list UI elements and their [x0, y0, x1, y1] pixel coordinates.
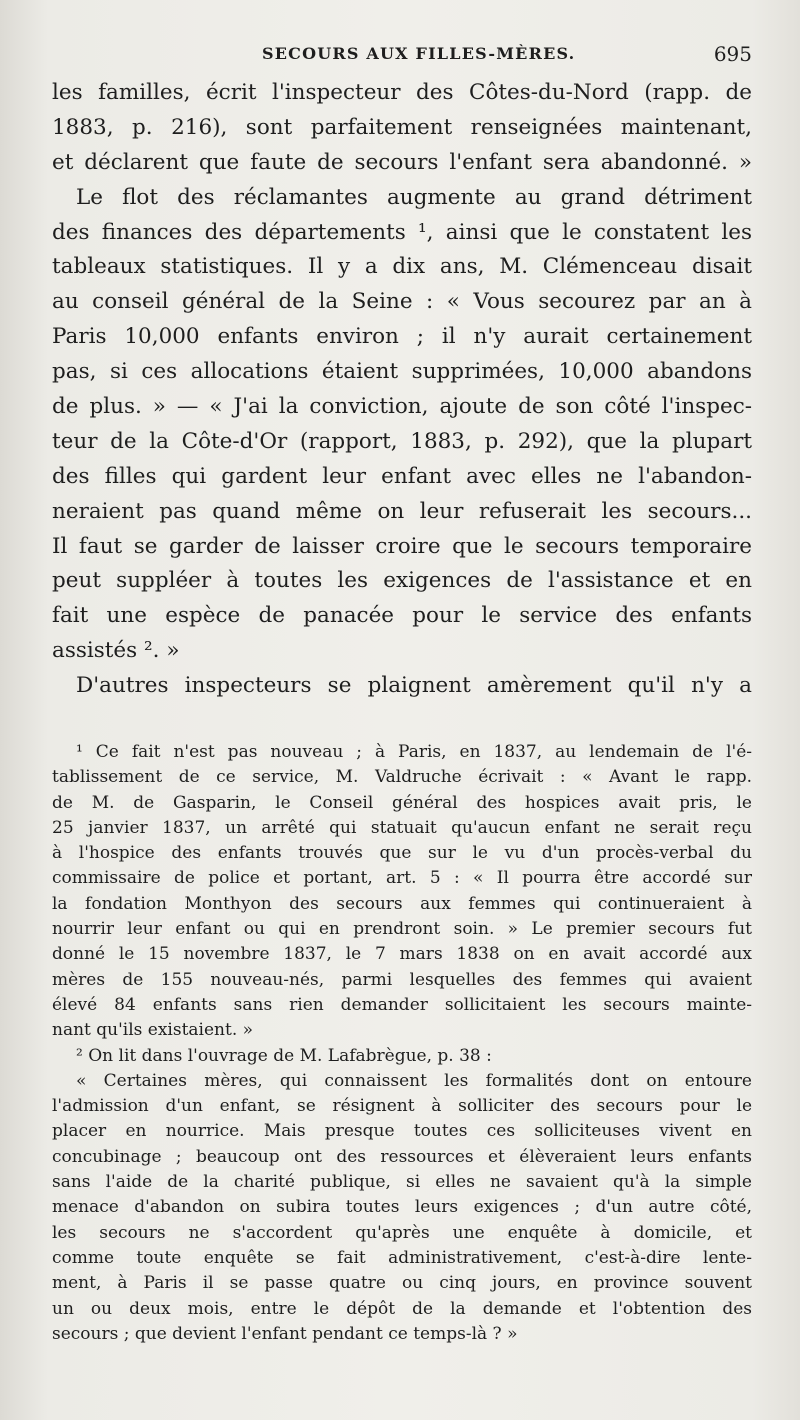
text-line: neraient pas quand même on leur refuserait les secours... [52, 498, 752, 524]
text-line: fait une espèce de panacée pour le service des enfants [52, 603, 752, 629]
footnote-line: 25 janvier 1837, un arrêté qui statuait qu'aucun enfant ne serait reçu [52, 817, 752, 838]
text-line: D'autres inspecteurs se plaignent amèrement qu'il n'y a [76, 673, 752, 699]
footnote-line: nourrir leur enfant ou qui en prendront soin. » Le premier secours fut [52, 919, 752, 940]
footnote-line: sans l'aide de la charité publique, si elles ne savaient qu'à la simple [52, 1172, 752, 1193]
footnote-line: « Certaines mères, qui connaissent les formalités dont on entoure [76, 1070, 752, 1091]
text-line: peut suppléer à toutes les exigences de l'assistance et en [52, 568, 752, 594]
footnote-line: donné le 15 novembre 1837, le 7 mars 1838 on en avait accordé aux [52, 944, 752, 965]
footnote-line: secours ; que devient l'enfant pendant ce temps-là ? » [52, 1323, 518, 1344]
page-header [52, 44, 752, 74]
footnote-line: ment, à Paris il se passe quatre ou cinq jours, en province souvent [52, 1273, 752, 1294]
footnote-line: mères de 155 nouveau-nés, parmi lesquelles des femmes qui avaient [52, 969, 752, 990]
footnote-line: la fondation Monthyon des secours aux femmes qui continueraient à [52, 893, 752, 914]
text-line: des filles qui gardent leur enfant avec elles ne l'abandon- [52, 463, 752, 489]
footnote-line: de M. de Gasparin, le Conseil général des hospices avait pris, le [52, 792, 752, 813]
footnote-line: tablissement de ce service, M. Valdruche écrivait : « Avant le rapp. [52, 767, 752, 788]
text-line: au conseil général de la Seine : « Vous secourez par an à [52, 289, 752, 315]
page-number: 695 [713, 42, 752, 66]
text-line: Le flot des réclamantes augmente au grand détriment [76, 184, 752, 210]
text-line: Paris 10,000 enfants environ ; il n'y aurait certainement [52, 324, 752, 350]
text-line: tableaux statistiques. Il y a dix ans, M. Clémenceau disait [52, 254, 752, 280]
text-line: et déclarent que faute de secours l'enfant sera abandonné. » [52, 149, 752, 175]
footnote-line: ¹ Ce fait n'est pas nouveau ; à Paris, en 1837, au lendemain de l'é- [76, 742, 752, 762]
footnote-line: commissaire de police et portant, art. 5 : « Il pourra être accordé sur [52, 868, 752, 889]
running-title: SECOURS AUX FILLES-MÈRES. [262, 44, 576, 63]
footnote-line: un ou deux mois, entre le dépôt de la demande et l'obtention des [52, 1298, 752, 1319]
text-line: des finances des départements ¹, ainsi que le constatent les [52, 219, 752, 245]
footnote-line: ² On lit dans l'ouvrage de M. Lafabrègue, p. 38 : [76, 1045, 492, 1066]
text-line: Il faut se garder de laisser croire que le secours temporaire [52, 533, 752, 559]
footnote-line: placer en nourrice. Mais presque toutes ces solliciteuses vivent en [52, 1121, 752, 1142]
footnote-line: menace d'abandon on subira toutes leurs exigences ; d'un autre côté, [52, 1197, 752, 1218]
main-text [52, 76, 752, 704]
footnote-line: les secours ne s'accordent qu'après une enquête à domicile, et [52, 1222, 752, 1243]
footnote-line: nant qu'ils existaient. » [52, 1020, 254, 1041]
footnote-line: élevé 84 enfants sans rien demander sollicitaient les secours mainte- [52, 994, 752, 1015]
footnote-line: à l'hospice des enfants trouvés que sur le vu d'un procès-verbal du [52, 843, 752, 864]
footnote-line: comme toute enquête se fait administrativement, c'est-à-dire lente- [52, 1247, 752, 1268]
text-line: teur de la Côte-d'Or (rapport, 1883, p. 292), que la plupart [52, 428, 752, 454]
footnote-line: concubinage ; beaucoup ont des ressources et élèveraient leurs enfants [52, 1146, 752, 1167]
text-line: les familles, écrit l'inspecteur des Côtes-du-Nord (rapp. de [52, 80, 752, 105]
footnote-line: l'admission d'un enfant, se résignent à solliciter des secours pour le [52, 1096, 752, 1117]
footnotes [52, 740, 752, 1347]
text-line: assistés ². » [52, 638, 180, 664]
text-line: de plus. » — « J'ai la conviction, ajoute de son côté l'inspec- [52, 394, 752, 420]
text-line: 1883, p. 216), sont parfaitement renseignées maintenant, [52, 114, 752, 140]
text-line: pas, si ces allocations étaient supprimées, 10,000 abandons [52, 359, 752, 385]
